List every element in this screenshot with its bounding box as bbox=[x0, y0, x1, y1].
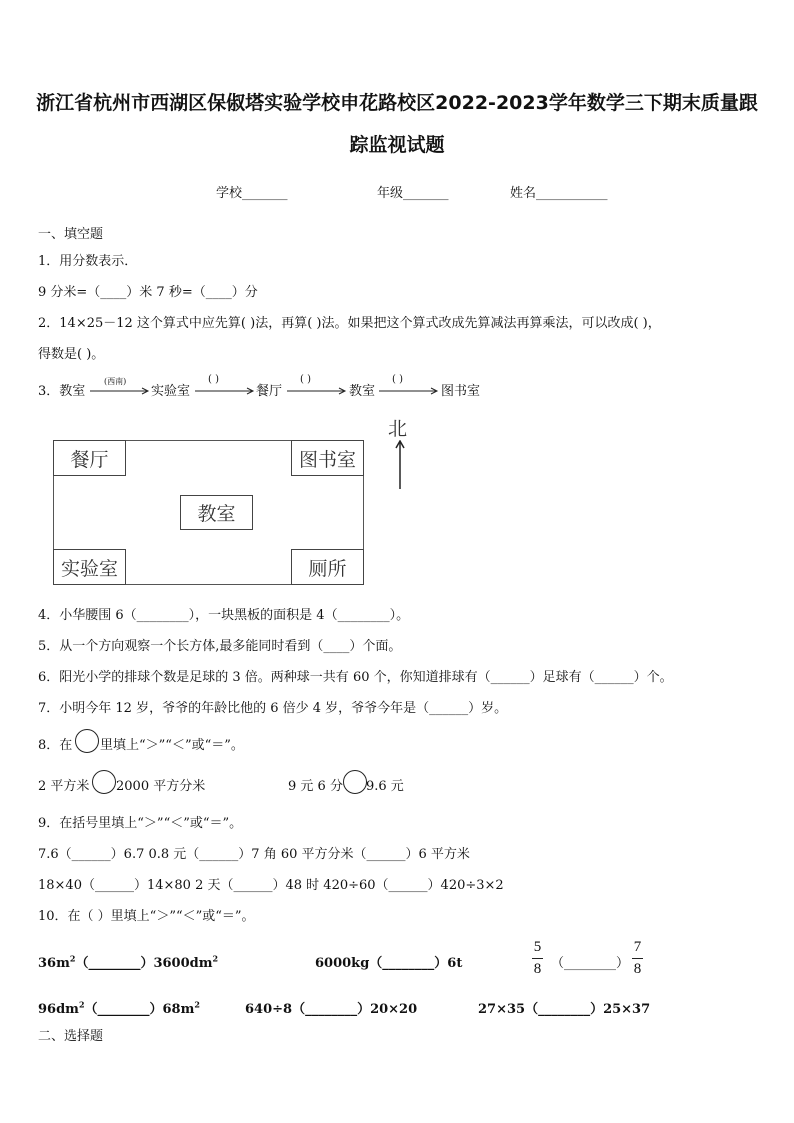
compare-2-right: 9.6 元 bbox=[366, 779, 404, 794]
room-lab: 实验室 bbox=[53, 549, 126, 585]
q10-fraction-blank: （________） bbox=[551, 956, 630, 971]
north-label: 北 bbox=[388, 418, 408, 440]
compare-1-left: 2 平方米 bbox=[38, 779, 90, 794]
question-7: 7．小明今年 12 岁，爷爷的年龄比他的 6 倍少 4 岁，爷爷今年是（______）岁。 bbox=[38, 701, 508, 716]
compare-1-right: 2000 平方分米 bbox=[116, 779, 206, 794]
question-1-line: 9 分米=（____）米 7 秒=（____）分 bbox=[38, 285, 258, 300]
q10-item-a: $36m^2(\_\_\_\_\_\_\_\_)3600dm^2$ bbox=[38, 953, 219, 971]
question-8-stem-b: 里填上“＞”“＜”或“＝”。 bbox=[100, 738, 244, 753]
question-2-line2: 得数是( )。 bbox=[38, 347, 105, 362]
route-arrow-3-label: ( ) bbox=[300, 374, 311, 385]
route-arrow-3 bbox=[286, 378, 348, 396]
route-arrow-1-label: (西南) bbox=[104, 377, 127, 386]
question-10-stem: 10．在（ ）里填上“＞”“＜”或“＝”。 bbox=[38, 909, 255, 924]
answer-circle[interactable] bbox=[75, 729, 99, 753]
section-title-choice: 二、选择题 bbox=[38, 1029, 104, 1044]
room-toilet: 厕所 bbox=[291, 549, 364, 585]
document-title-line2: 踪监视试题 bbox=[349, 134, 445, 156]
school-field: 学校_______ bbox=[216, 186, 288, 201]
question-6: 6．阳光小学的排球个数是足球的 3 倍。两种球一共有 60 个，你知道排球有（______）足球有（______）个。 bbox=[38, 670, 673, 685]
q10-item-f: 27×35（________）25×37 bbox=[478, 1002, 651, 1017]
question-2-line1: 2．14×25－12 这个算式中应先算( )法，再算( )法。如果把这个算式改成先算减法再算乘法，可以改成( )， bbox=[38, 316, 661, 331]
route-stop-4: 图书室 bbox=[441, 384, 481, 399]
route-start: 3．教室 bbox=[38, 384, 86, 399]
room-library: 图书室 bbox=[291, 440, 364, 476]
q10-item-b: 6000kg（________）6t bbox=[315, 956, 463, 971]
room-dining: 餐厅 bbox=[53, 440, 126, 476]
question-5: 5．从一个方向观察一个长方体,最多能同时看到（____）个面。 bbox=[38, 639, 402, 654]
room-classroom: 教室 bbox=[180, 495, 253, 530]
question-8-stem-a: 8．在 bbox=[38, 738, 73, 753]
question-9-stem: 9．在括号里填上“＞”“＜”或“＝”。 bbox=[38, 816, 243, 831]
question-9-row1: 7.6（______）6.7 0.8 元（______）7 角 60 平方分米（______）6 平方米 bbox=[38, 847, 470, 862]
north-arrow-icon bbox=[393, 440, 407, 490]
q10-item-d: $96dm^2(\_\_\_\_\_\_\_\_)68m^2$ bbox=[38, 999, 200, 1017]
route-arrow-4-label: ( ) bbox=[392, 374, 403, 385]
compare-2-left: 9 元 6 分 bbox=[288, 779, 343, 794]
document-title-line1: 浙江省杭州市西湖区保俶塔实验学校申花路校区2022-2023学年数学三下期末质量跟 bbox=[36, 92, 758, 114]
route-arrow-2-label: ( ) bbox=[208, 374, 219, 385]
grade-field: 年级_______ bbox=[377, 186, 449, 201]
section-title-fill-blank: 一、填空题 bbox=[38, 227, 104, 242]
route-stop-1: 实验室 bbox=[151, 384, 191, 399]
route-stop-3: 教室 bbox=[349, 384, 376, 399]
compare-1-circle[interactable] bbox=[92, 770, 116, 794]
route-arrow-4 bbox=[378, 378, 440, 396]
route-arrow-2 bbox=[194, 378, 256, 396]
fraction-7-8: 7 8 bbox=[633, 939, 642, 977]
question-9-row2: 18×40（______）14×80 2 天（______）48 时 420÷60（______）420÷3×2 bbox=[38, 878, 504, 893]
question-1-stem: 1．用分数表示． bbox=[38, 254, 138, 269]
route-stop-2: 餐厅 bbox=[256, 384, 283, 399]
compare-2-circle[interactable] bbox=[343, 770, 367, 794]
fraction-5-8: 5 8 bbox=[533, 939, 542, 977]
name-field: 姓名___________ bbox=[510, 186, 608, 201]
q10-item-e: 640÷8（________）20×20 bbox=[245, 1002, 418, 1017]
question-4: 4．小华腰围 6（________），一块黑板的面积是 4（________）。 bbox=[38, 608, 410, 623]
